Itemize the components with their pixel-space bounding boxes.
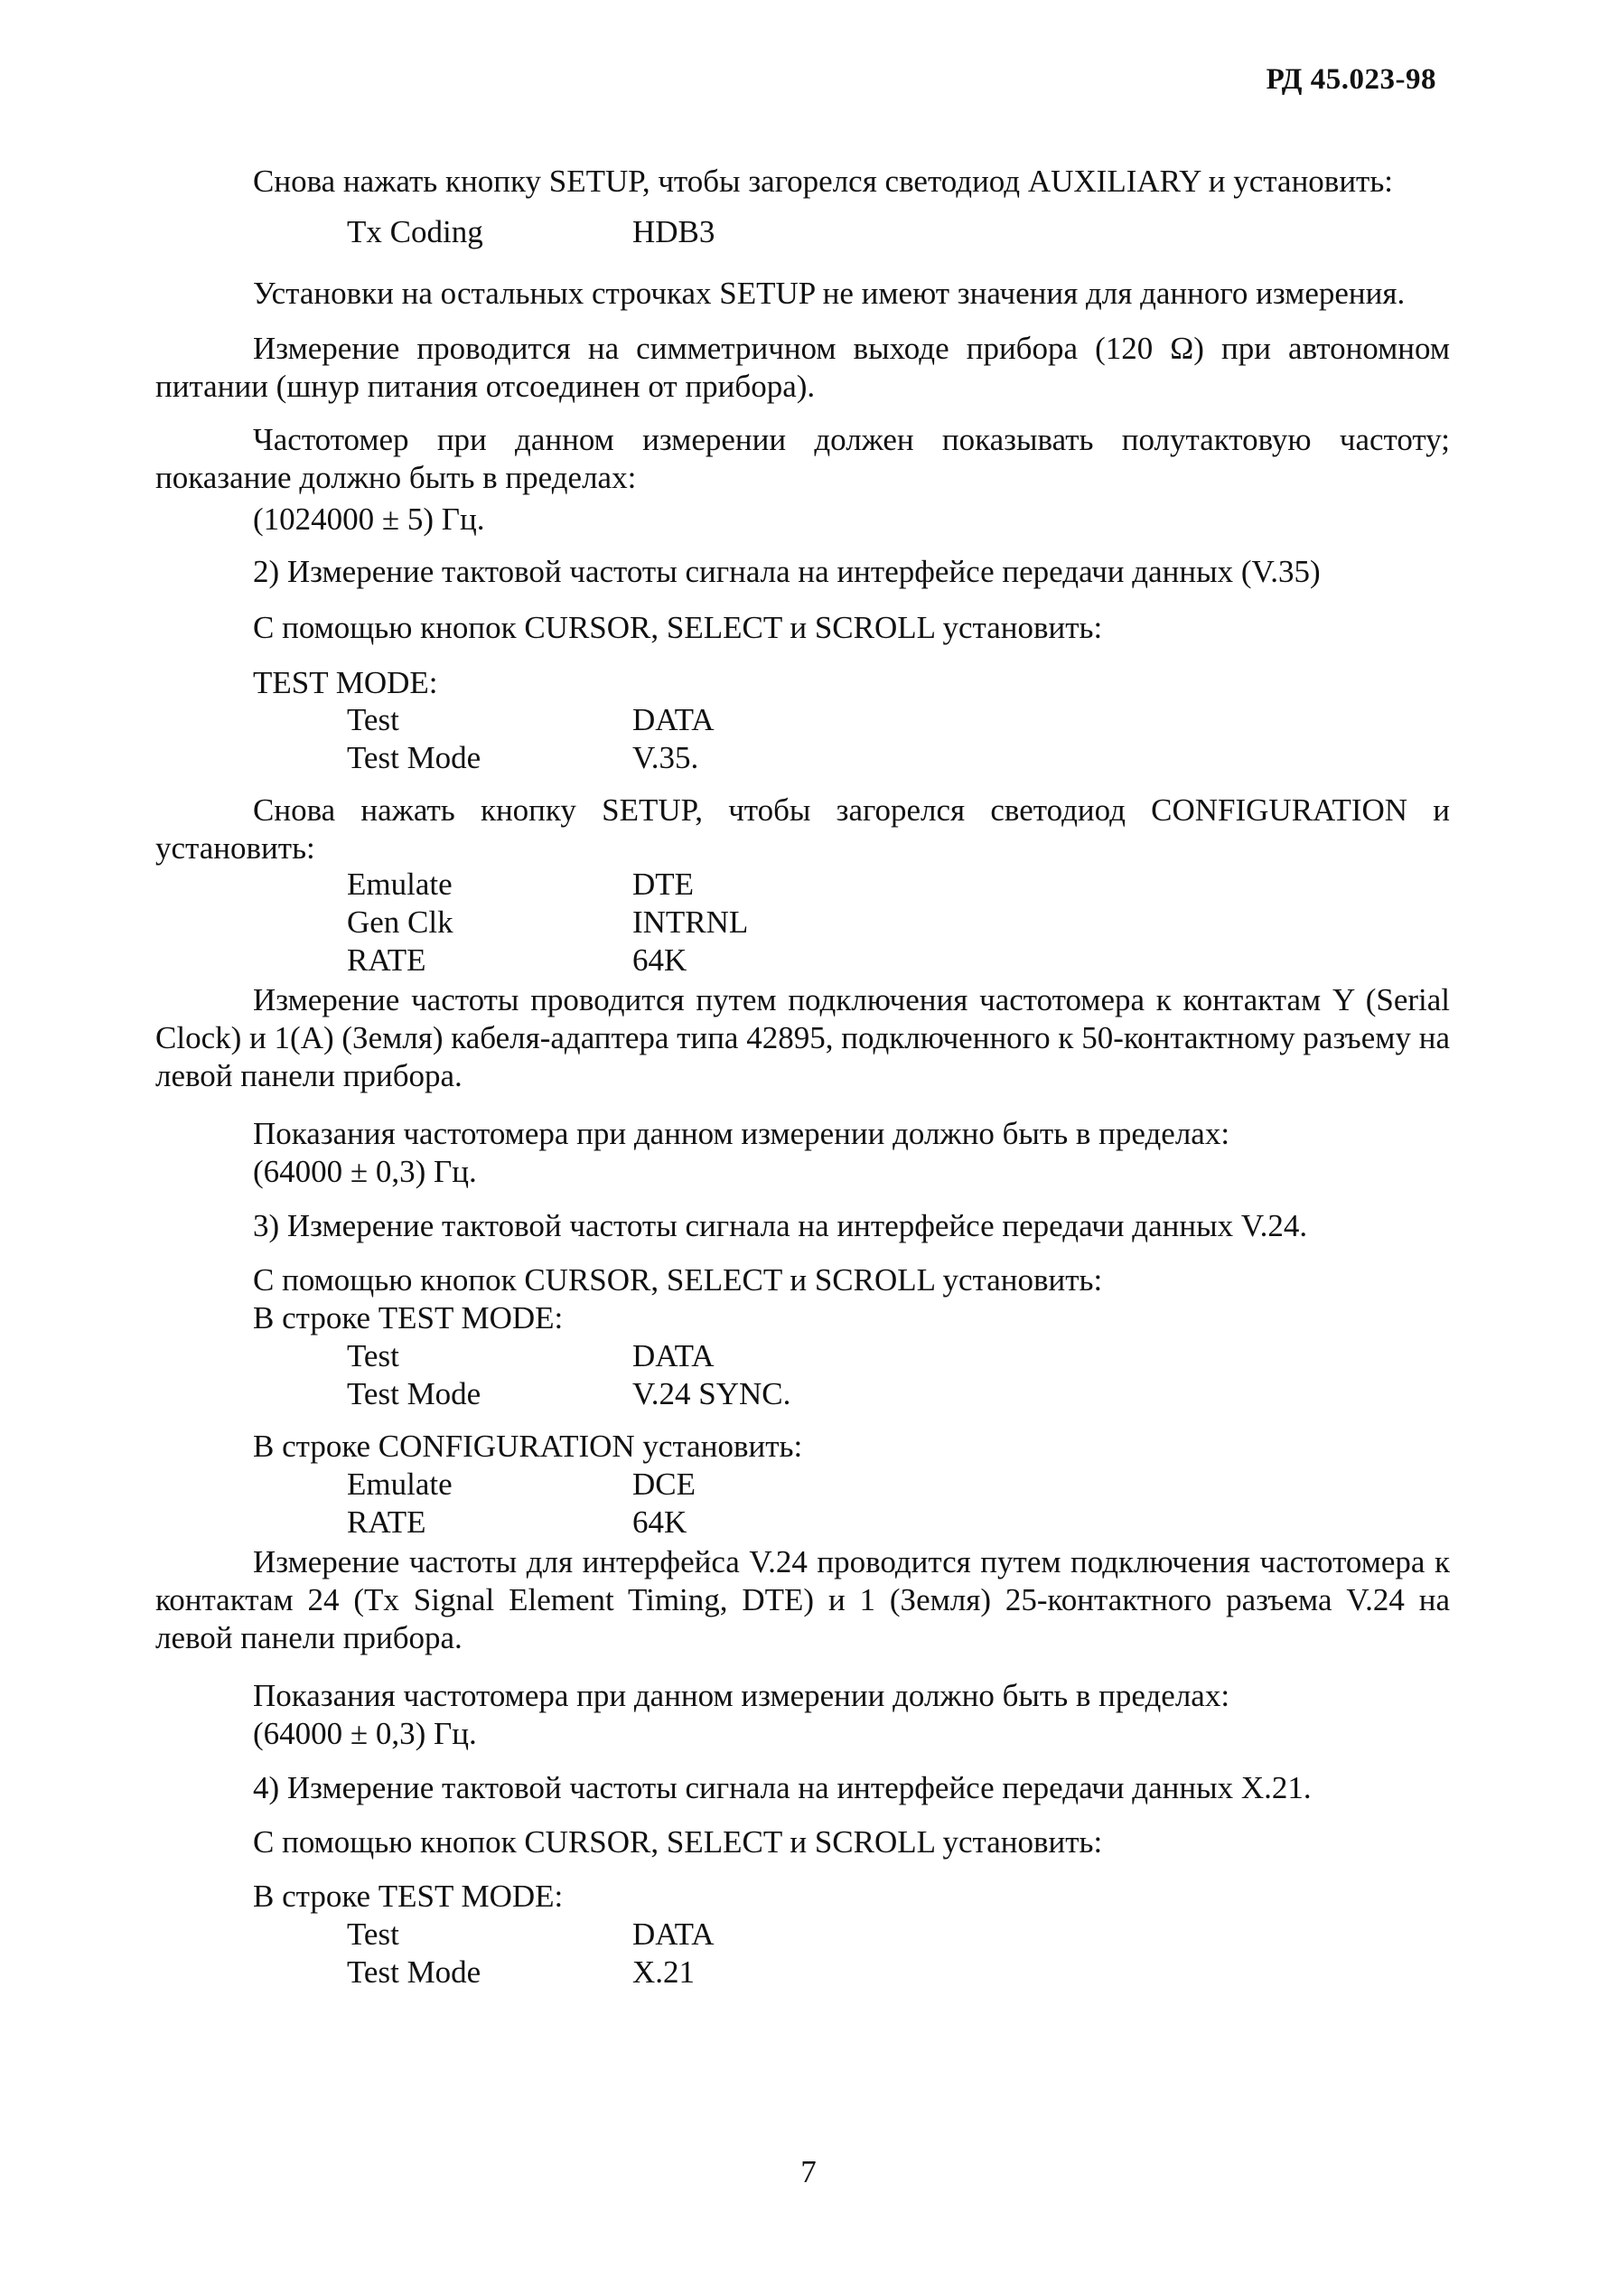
frequency-meter-paragraph: Частотомер при данном измерении должен показывать полутактовую частоту; показание должно быть в пределах:	[155, 422, 1450, 495]
other-lines-text: Установки на остальных строчках SETUP не имеют значения для данного измерения.	[253, 276, 1406, 311]
tx-coding-key: Tx Coding	[347, 214, 483, 249]
page-number: 7	[800, 2154, 817, 2189]
rate-key-1: RATE	[347, 942, 426, 978]
test-key-2: Test	[347, 1338, 399, 1373]
gen-clk-key: Gen Clk	[347, 904, 453, 940]
line-configuration: В строке CONFIGURATION установить:	[253, 1429, 803, 1464]
measure-v24-paragraph: Измерение частоты для интерфейса V.24 проводится путем подключения частотомера к контактам 24 (Tx Signal Element Timing, DTE) и 1 (Земля) 25-контактного разъема V.24 на левой панели прибора.	[155, 1544, 1450, 1655]
range-3: (64000 ± 0,3) Гц.	[253, 1716, 477, 1751]
line-test-mode-3: В строке TEST MODE:	[253, 1879, 564, 1914]
test-mode-header: TEST MODE:	[253, 665, 438, 700]
gen-clk-value: INTRNL	[632, 904, 749, 940]
readings-text-2: Показания частотомера при данном измерении должно быть в пределах:	[253, 1678, 1230, 1713]
setup-auxiliary-text: Снова нажать кнопку SETUP, чтобы загорелся светодиод AUXILIARY и установить:	[253, 164, 1394, 199]
test-value-2: DATA	[632, 1338, 715, 1373]
test-mode-key-1: Test Mode	[347, 740, 481, 775]
test-mode-value-2: V.24 SYNC.	[632, 1376, 791, 1411]
emulate-key-1: Emulate	[347, 867, 453, 902]
tx-coding-value: HDB3	[632, 214, 715, 249]
test-mode-value-3: X.21	[632, 1954, 696, 1990]
item-4-title: 4) Измерение тактовой частоты сигнала на интерфейсе передачи данных X.21.	[253, 1770, 1312, 1805]
emulate-value-2: DCE	[632, 1467, 696, 1502]
rate-value-2: 64K	[632, 1504, 687, 1540]
item-2-title: 2) Измерение тактовой частоты сигнала на интерфейсе передачи данных (V.35)	[253, 554, 1321, 589]
range-2: (64000 ± 0,3) Гц.	[253, 1154, 477, 1189]
test-key-3: Test	[347, 1916, 399, 1952]
range-1: (1024000 ± 5) Гц.	[253, 501, 485, 537]
buttons-setup-2: С помощью кнопок CURSOR, SELECT и SCROLL установить:	[253, 1262, 1103, 1298]
buttons-setup-3: С помощью кнопок CURSOR, SELECT и SCROLL установить:	[253, 1824, 1103, 1860]
setup-configuration-paragraph: Снова нажать кнопку SETUP, чтобы загорелся светодиод CONFIGURATION и установить:	[155, 792, 1450, 866]
rate-value-1: 64K	[632, 942, 687, 978]
test-value-3: DATA	[632, 1916, 715, 1952]
measure-v35-paragraph: Измерение частоты проводится путем подключения частотомера к контактам Y (Serial Clock) и 1(A) (Земля) кабеля-адаптера типа 42895, подключенного к 50-контактному разъему на левой панели прибора.	[155, 982, 1450, 1093]
test-mode-value-1: V.35.	[632, 740, 699, 775]
buttons-setup-1: С помощью кнопок CURSOR, SELECT и SCROLL установить:	[253, 610, 1103, 645]
line-test-mode-2: В строке TEST MODE:	[253, 1300, 564, 1335]
item-3-title: 3) Измерение тактовой частоты сигнала на интерфейсе передачи данных V.24.	[253, 1208, 1308, 1243]
test-key-1: Test	[347, 702, 399, 737]
document-code: РД 45.023-98	[1266, 63, 1436, 96]
test-mode-key-3: Test Mode	[347, 1954, 481, 1990]
emulate-value-1: DTE	[632, 867, 695, 902]
readings-text-1: Показания частотомера при данном измерении должно быть в пределах:	[253, 1116, 1230, 1151]
emulate-key-2: Emulate	[347, 1467, 453, 1502]
test-value-1: DATA	[632, 702, 715, 737]
symmetric-output-paragraph: Измерение проводится на симметричном выходе прибора (120 Ω) при автономном питании (шнур питания отсоединен от прибора).	[155, 331, 1450, 404]
test-mode-key-2: Test Mode	[347, 1376, 481, 1411]
rate-key-2: RATE	[347, 1504, 426, 1540]
